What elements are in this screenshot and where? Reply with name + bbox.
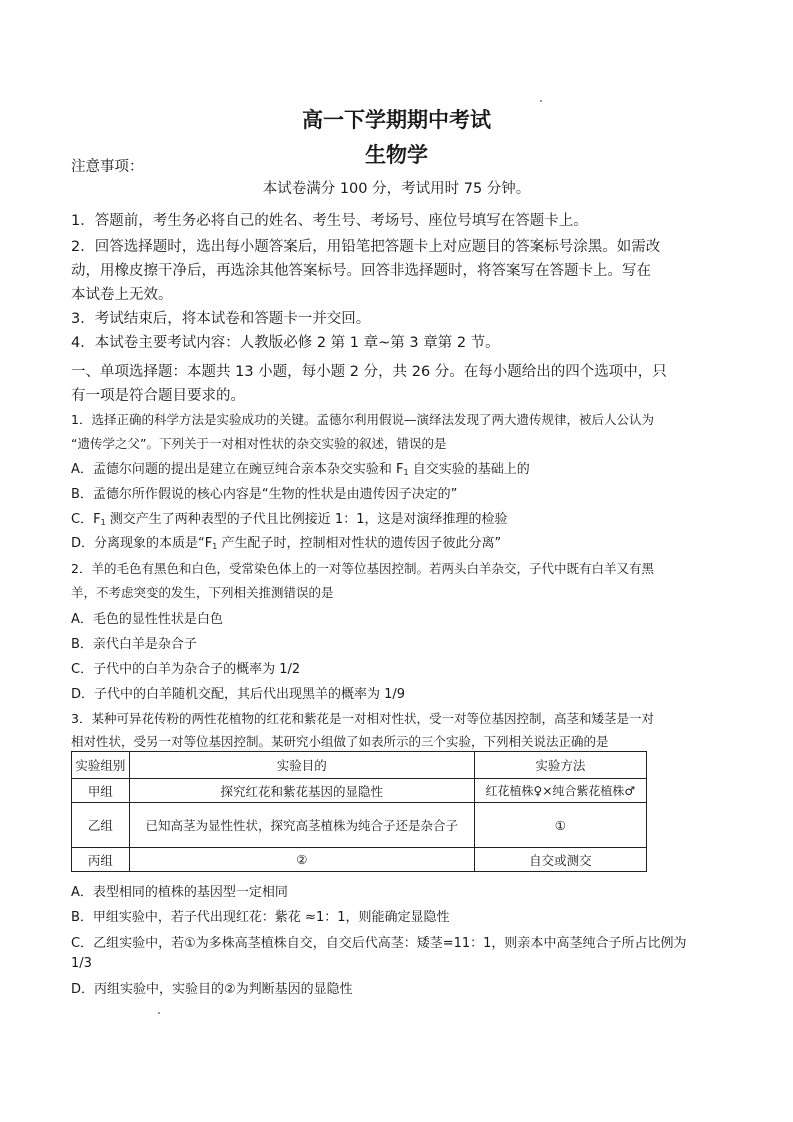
table-header-cell: 实验方法 [474, 752, 646, 779]
table-header-cell: 实验目的 [129, 752, 474, 779]
section-heading-line-1: 一、单项选择题：本题共 13 小题，每小题 2 分，共 26 分。在每小题给出的四个选项中，只 [71, 364, 667, 380]
subject-title: 生物学 [365, 143, 428, 167]
table-cell: 自交或测交 [474, 848, 646, 872]
q1-stem-line-2: “遗传学之父”。下列关于一对相对性状的杂交实验的叙述，错误的是 [71, 436, 447, 451]
q3-option-a: A．表型相同的植株的基因型一定相同 [71, 885, 288, 900]
notice-item-4: 4．本试卷主要考试内容：人教版必修 2 第 1 章~第 3 章第 2 节。 [71, 335, 500, 351]
exam-title: 高一下学期期中考试 [302, 108, 491, 132]
table-cell: ① [474, 803, 646, 848]
notice-item-2-line-2: 动，用橡皮擦干净后，再选涂其他答案标号。回答非选择题时，将答案写在答题卡上。写在 [71, 263, 651, 279]
q3-stem-line-2: 相对性状，受另一对等位基因控制。某研究小组做了如表所示的三个实验，下列相关说法正确的是 [71, 734, 609, 749]
q3-option-d: D．丙组实验中，实验目的②为判断基因的显隐性 [71, 982, 353, 997]
notice-item-2-line-3: 本试卷上无效。 [71, 287, 173, 303]
notice-item-3: 3．考试结束后，将本试卷和答题卡一并交回。 [71, 311, 371, 327]
q1-option-a: A．孟德尔问题的提出是建立在豌豆纯合亲本杂交实验和 $F_1$ 自交实验的基础上的 [71, 462, 530, 477]
score-line: 本试卷满分 100 分，考试用时 75 分钟。 [262, 181, 531, 197]
table-row [72, 779, 647, 803]
q3-option-b: B．甲组实验中，若子代出现红花：紫花 ≈1：1，则能确定显隐性 [71, 910, 450, 925]
table-cell: 已知高茎为显性性状，探究高茎植株为纯合子还是杂合子 [129, 803, 474, 848]
q1-option-d: D．分离现象的本质是“$F_1$ 产生配子时，控制相对性状的遗传因子彼此分离” [71, 536, 502, 551]
table-row [72, 803, 647, 848]
q2-option-d: D．子代中的白羊随机交配，其后代出现黑羊的概率为 1/9 [71, 687, 406, 702]
notice-heading: 注意事项： [71, 159, 144, 175]
table-header-cell: 实验组别 [72, 752, 130, 779]
table-header-row [72, 752, 647, 779]
q2-option-a: A．毛色的显性性状是白色 [71, 612, 223, 627]
q1-stem-line-1: 1．选择正确的科学方法是实验成功的关键。孟德尔利用假说—演绎法发现了两大遗传规律，被后人公认为 [71, 412, 654, 427]
notice-item-1: 1．答题前，考生务必将自己的姓名、考生号、考场号、座位号填写在答题卡上。 [71, 213, 588, 229]
scan-dot [158, 1012, 160, 1014]
q1-option-c: C．$F_1$ 测交产生了两种表型的子代且比例接近 1：1，这是对演绎推理的检验 [71, 512, 508, 527]
q2-stem-line-1: 2．羊的毛色有黑色和白色，受常染色体上的一对等位基因控制。若两头白羊杂交，子代中既有白羊又有黑 [71, 561, 654, 576]
table-cell: ② [129, 848, 474, 872]
q2-option-b: B．亲代白羊是杂合子 [71, 637, 197, 652]
table-cell: 乙组 [72, 803, 130, 848]
notice-item-2-line-1: 2．回答选择题时，选出每小题答案后，用铅笔把答题卡上对应题目的答案标号涂黑。如需改 [71, 239, 661, 255]
section-heading-line-2: 有一项是符合题目要求的。 [71, 388, 245, 404]
experiment-table [71, 751, 647, 872]
table-cell: 丙组 [72, 848, 130, 872]
q2-stem-line-2: 羊，不考虑突变的发生，下列相关推测错误的是 [71, 585, 334, 600]
table-cell: 探究红花和紫花基因的显隐性 [129, 779, 474, 803]
table-cell: 甲组 [72, 779, 130, 803]
q3-stem-line-1: 3．某种可异花传粉的两性花植物的红花和紫花是一对相对性状，受一对等位基因控制，高茎和矮茎是一对 [71, 711, 654, 726]
q1-option-b: B．孟德尔所作假说的核心内容是“生物的性状是由遗传因子决定的” [71, 487, 458, 502]
q3-option-c-line-1: C．乙组实验中，若①为多株高茎植株自交，自交后代高茎：矮茎=11：1，则亲本中高茎纯合子所占比例为 [71, 936, 687, 951]
table-cell: 红花植株♀×纯合紫花植株♂ [474, 779, 646, 803]
q3-option-c-line-2: 1/3 [71, 956, 92, 971]
table-row [72, 848, 647, 872]
scan-dot [540, 100, 542, 102]
q2-option-c: C．子代中的白羊为杂合子的概率为 1/2 [71, 662, 301, 677]
